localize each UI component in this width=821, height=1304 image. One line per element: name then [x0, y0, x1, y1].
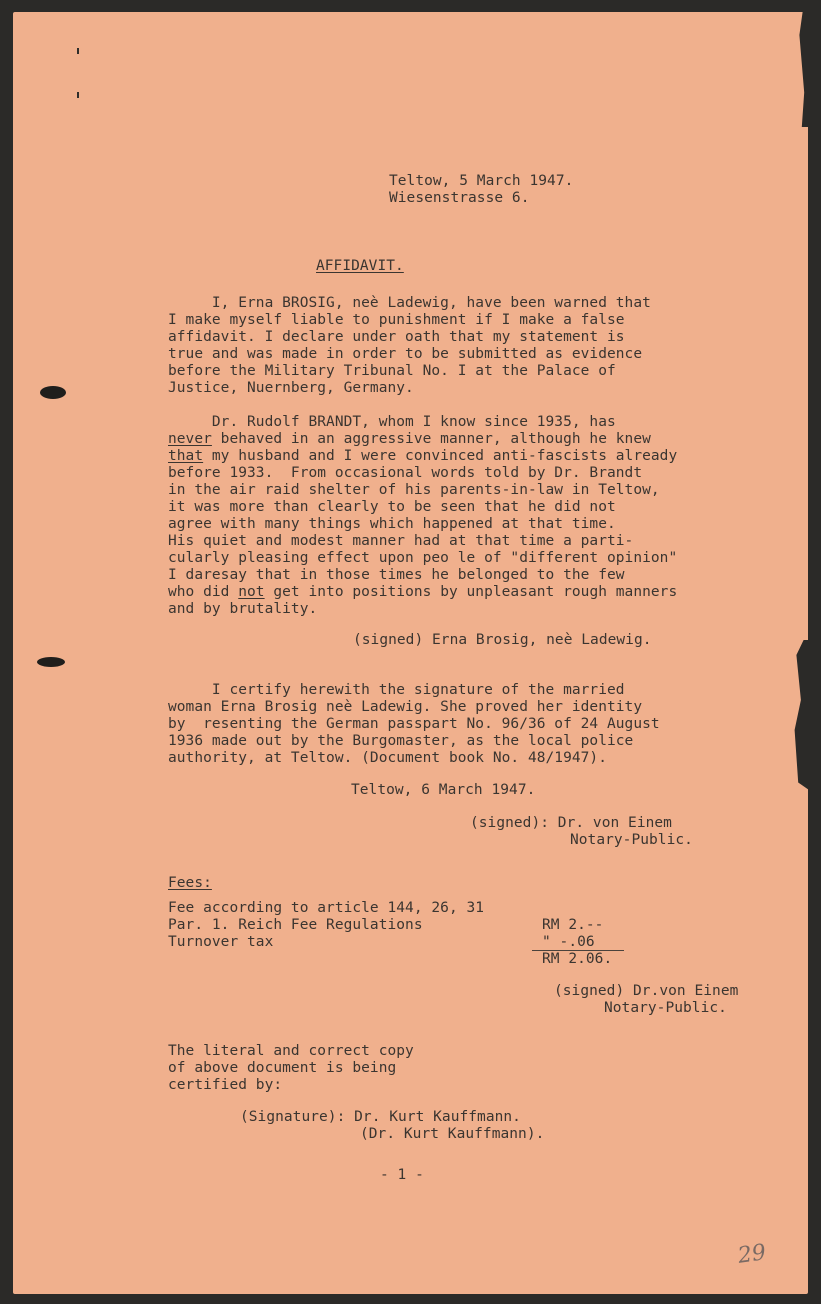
punch-hole: [37, 657, 65, 667]
handwritten-page-number: 29: [736, 1240, 768, 1269]
fee-amount: " -.06: [542, 934, 595, 950]
emphasis-never: never: [168, 431, 212, 447]
punch-hole: [40, 386, 66, 399]
place-date: Teltow, 5 March 1947.: [389, 173, 574, 189]
affiant-signature: (signed) Erna Brosig, neè Ladewig.: [353, 632, 652, 648]
emphasis-that: that: [168, 448, 204, 464]
fees-heading: Fees:: [168, 875, 212, 891]
title: AFFIDAVIT.: [316, 258, 404, 274]
final-signature-name: (Dr. Kurt Kauffmann).: [360, 1126, 545, 1142]
fee-amount: RM 2.--: [542, 917, 604, 933]
document-page: Teltow, 5 March 1947. Wiesenstrasse 6. AFFIDAVIT. I, Erna BROSIG, neè Ladewig, have been warned that I make myself liable to punishment if I make a false affidavit. I declare under oath that my statement is true and was made in order to be submitted as evidence before the Military Tribunal No. I at the Palace of Justice, Nuernberg, Germany. Dr. Rudolf BRANDT, whom I know since 1935, has never behaved in an aggressive manner, although he knew that my husband and I were convinced anti-fascists already before 1933. From occasional words told by Dr. Brandt in the air raid shelter of his parents-in-law in Teltow, it was more than clearly to be seen that he did not agree with many things which happened at that time. His quiet and modest manner had at that time a parti- cularly pleasing effect upon peo le of "different opinion" I daresay that in those times he belonged to the few who did not get into positions by unpleasant rough manners and by brutality. (signed) Erna Brosig, neè Ladewig. I certify herewith the signature of the married woman Erna Brosig neè Ladewig. She proved her identity by resenting the German passpart No. 96/36 of 24 August 1936 made out by the Burgomaster, as the local police authority, at Teltow. (Document book No. 48/1947). Teltow, 6 March 1947. (signed): Dr. von Einem Notary-Public. Fees: Fee according to article 144, 26, 31 Par. 1. Reich Fee Regulations Turnover tax RM 2.-- " -.06 RM 2.06. (signed) Dr.von Einem Notary-Public. The literal and correct copy of above document is being certified by: (Signature): Dr. Kurt Kauffmann. (Dr. Kurt Kauffmann). - 1 - 29: [13, 12, 808, 1294]
margin-mark: [77, 48, 79, 54]
margin-mark: [77, 92, 79, 98]
final-signature: (Signature): Dr. Kurt Kauffmann.: [240, 1109, 521, 1125]
torn-edge: [791, 640, 809, 790]
torn-edge: [793, 12, 809, 127]
notary-title: Notary-Public.: [570, 832, 693, 848]
notary-signed-2: (signed) Dr.von Einem: [554, 983, 739, 999]
cert-place-date: Teltow, 6 March 1947.: [351, 782, 536, 798]
emphasis-not: not: [238, 584, 265, 600]
notary-title-2: Notary-Public.: [604, 1000, 727, 1016]
fee-total: RM 2.06.: [542, 951, 613, 967]
page-number: - 1 -: [380, 1167, 424, 1183]
notary-signed: (signed): Dr. von Einem: [470, 815, 672, 831]
address: Wiesenstrasse 6.: [389, 190, 530, 206]
